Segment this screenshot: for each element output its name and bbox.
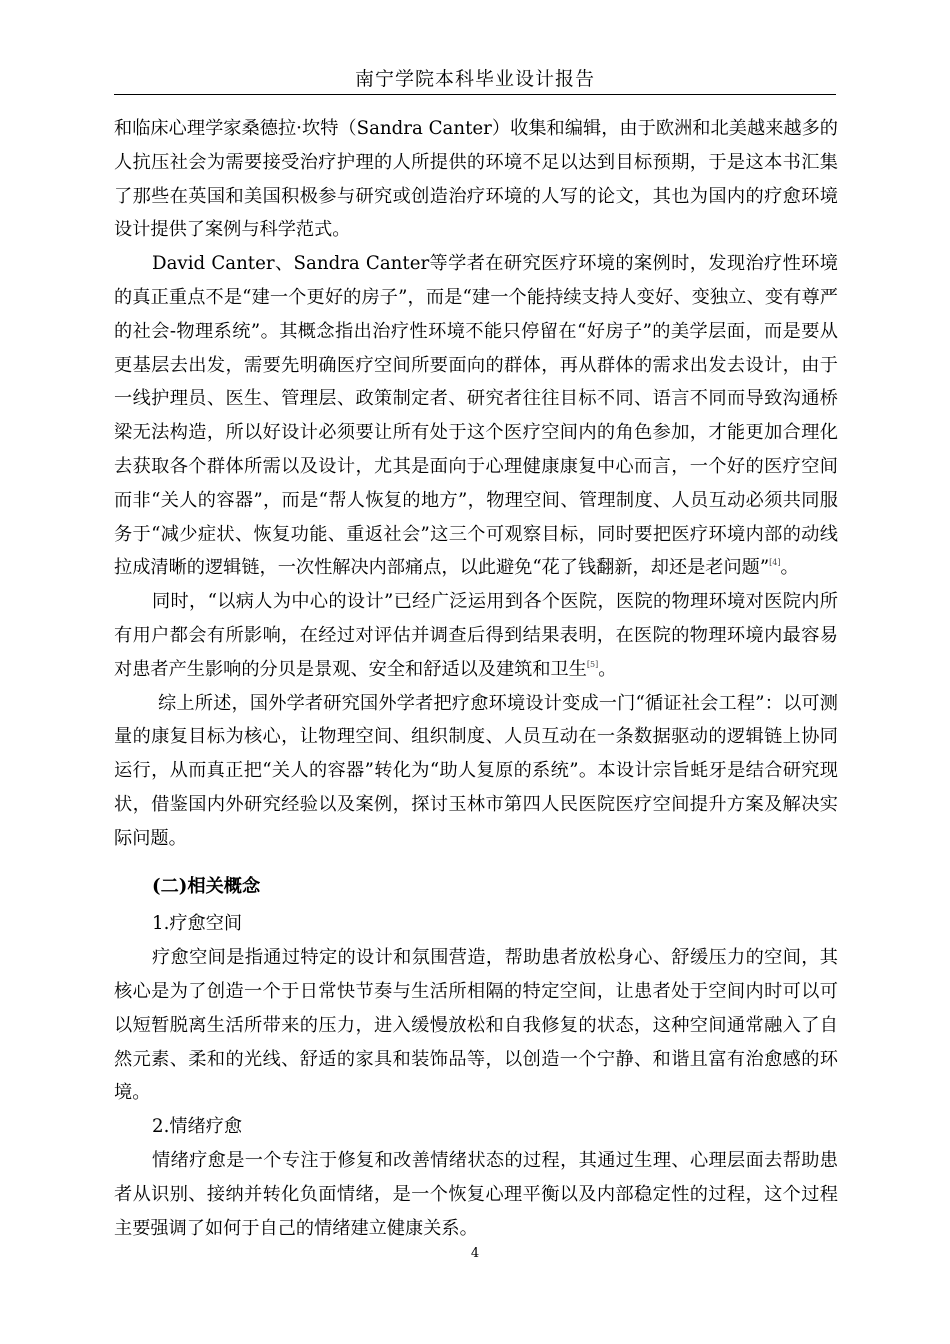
section-heading: (二)相关概念	[152, 875, 261, 897]
paragraph-patient-centered	[114, 585, 838, 686]
running-header: 南宁学院本科毕业设计报告	[354, 68, 595, 90]
paragraph-canter-study	[114, 247, 838, 585]
subsection-title-emotional-healing: 2.情绪疗愈	[152, 1116, 243, 1138]
header-divider	[114, 94, 836, 95]
page-number: 4	[470, 1246, 480, 1261]
paragraph-summary: 综上所述，国外学者研究国外学者把疗愈环境设计变成一门“循证社会工程”：以可测量的康复目标为核心，让物理空间、组织制度、人员互动在一条数据驱动的逻辑链上协同运行，从而真正把“关人的容器”转化为“助人复原的系统”。本设计宗旨蚝牙是结合研究现状，借鉴国内外研究经验以及案例，探讨玉林市第四人民医院医疗空间提升方案及解决实际问题。	[114, 692, 838, 849]
citation-ref: [4]	[769, 558, 781, 568]
paragraph-emotional-healing: 情绪疗愈是一个专注于修复和改善情绪状态的过程，其通过生理、心理层面去帮助患者从识别、接纳并转化负面情绪，是一个恢复心理平衡以及内部稳定性的过程，这个过程主要强调了如何于自己的情绪建立健康关系。	[114, 1149, 838, 1239]
paragraph-text: 同时，“以病人为中心的设计”已经广泛运用到各个医院，医院的物理环境对医院内所有用户都会有所影响，在经过对评估并调查后得到结果表明，在医院的物理环境内最容易对患者产生影响的分贝是景观、安全和舒适以及建筑和卫生	[114, 591, 838, 680]
paragraph-continuation: 和临床心理学家桑德拉·坎特（Sandra Canter）收集和编辑，由于欧洲和北美越来越多的人抗压社会为需要接受治疗护理的人所提供的环境不足以达到目标预期，于是这本书汇集了那些在英国和美国积极参与研究或创造治疗环境的人写的论文，其也为国内的疗愈环境设计提供了案例与科学范式。	[114, 118, 838, 241]
subsection-title-healing-space: 1.疗愈空间	[152, 913, 243, 935]
paragraph-healing-space: 疗愈空间是指通过特定的设计和氛围营造，帮助患者放松身心、舒缓压力的空间，其核心是为了创造一个于日常快节奏与生活所相隔的特定空间，让患者处于空间内时可以可以短暂脱离生活所带来的压力，进入缓慢放松和自我修复的状态，这种空间通常融入了自然元素、柔和的光线、舒适的家具和装饰品等，以创造一个宁静、和谐且富有治愈感的环境。	[114, 947, 838, 1104]
document-body	[114, 112, 838, 1245]
paragraph-end: 。	[598, 658, 617, 680]
citation-ref: [5]	[586, 659, 599, 669]
paragraph-text: David Canter、Sandra Canter等学者在研究医疗环境的案例时，发现治疗性环境的真正重点不是“建一个更好的房子”，而是“建一个能持续支持人变好、变独立、变有尊严的社会-物理系统”。其概念指出治疗性环境不能只停留在“好房子”的美学层面，而是要从更基层去出发，需要先明确医疗空间所要面向的群体，再从群体的需求出发去设计，由于一线护理员、医生、管理层、政策制定者、研究者往往目标不同、语言不同而导致沟通桥梁无法构造，所以好设计必须要让所有处于这个医疗空间内的角色参加，才能更加合理化去获取各个群体所需以及设计，尤其是面向于心理健康康复中心而言，一个好的医疗空间而非“关人的容器”，而是“帮人恢复的地方”，物理空间、管理制度、人员互动必须共同服务于“减少症状、恢复功能、重返社会”这三个可观察目标，同时要把医疗环境内部的动线拉成清晰的逻辑链，一次性解决内部痛点，以此避免“花了钱翻新，却还是老问题”	[114, 253, 838, 579]
paragraph-end: 。	[780, 557, 799, 579]
